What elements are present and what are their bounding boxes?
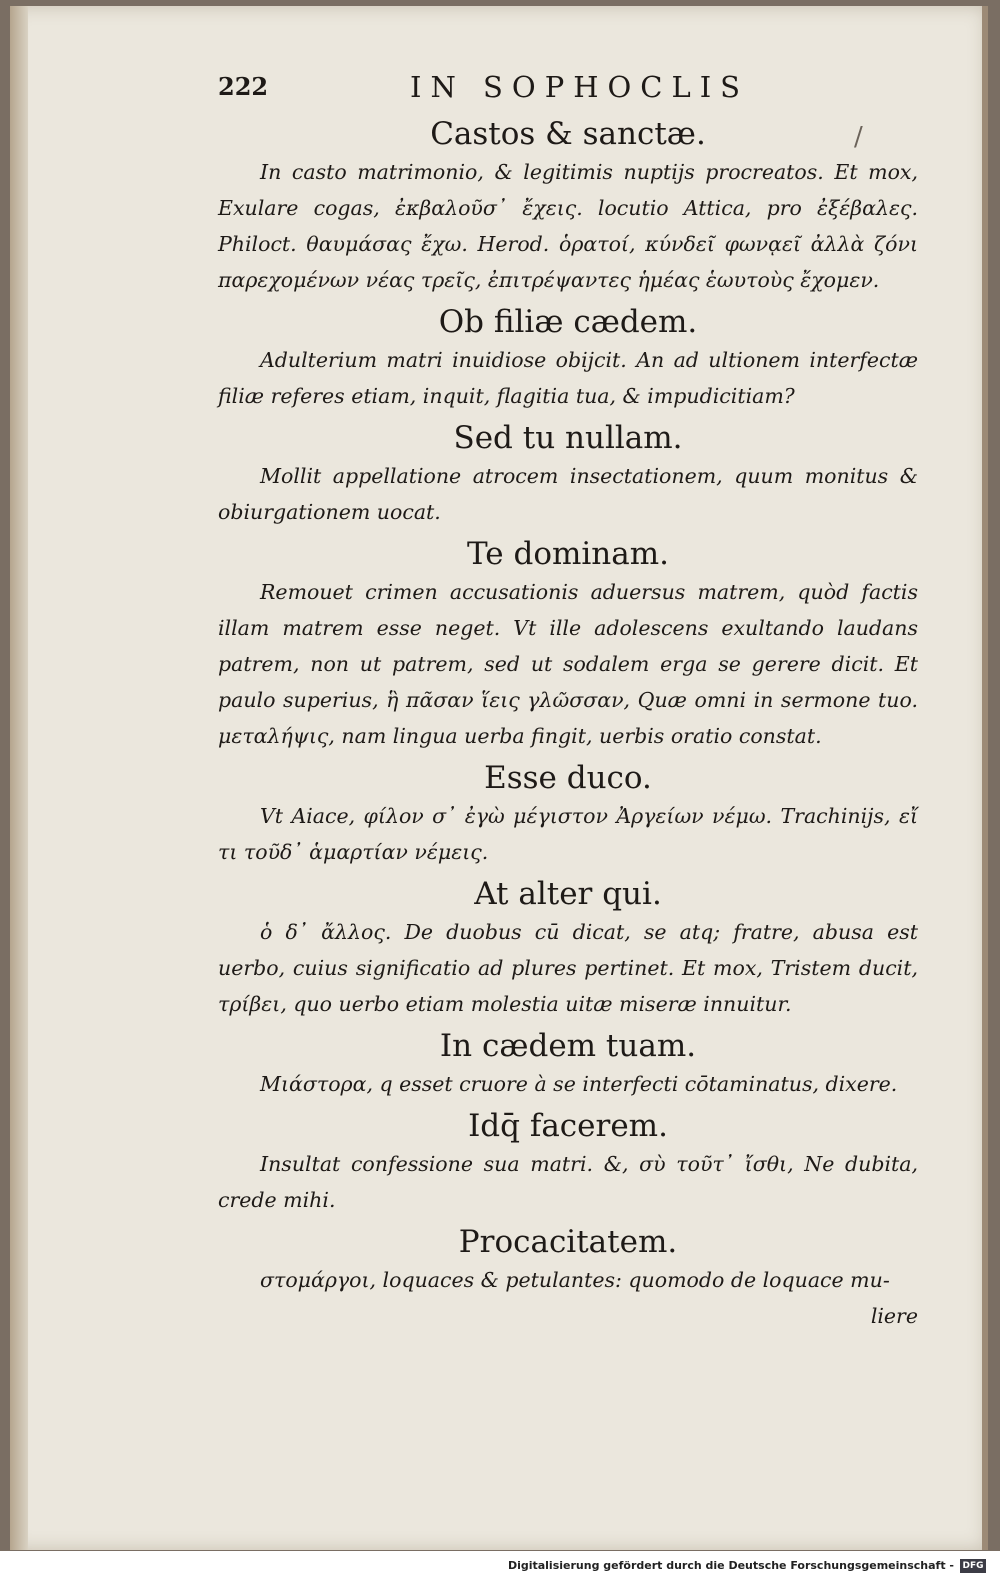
- lemma-heading: Sed tu nullam.: [453, 420, 683, 456]
- lemma-heading: In cædem tuam.: [439, 1028, 697, 1064]
- lemma-heading: Procacitatem.: [458, 1224, 678, 1260]
- commentary-paragraph: Vt Aiace, φίλον σ᾽ ἐγὼ μέγιστον Ἀργείων νέμω. Trachinijs, εἴ τι τοῦδ᾽ ἁμαρτίαν νέμεις.: [218, 804, 918, 864]
- lemma-heading: Idq̄ facerem.: [468, 1108, 668, 1144]
- commentary-paragraph: στομάργοι, loquaces & petulantes: quomodo de loquace mu-: [260, 1268, 890, 1292]
- page-number: 222: [218, 72, 269, 101]
- page-edge: [982, 6, 988, 1550]
- commentary-paragraph: In casto matrimonio, & legitimis nuptijs procreatos. Et mox, Exulare cogas, ἐκβαλοῦσ᾽ ἔχεις. locutio Attica, pro ἐξέβαλες. Philoct. θαυμάσας ἔχω. Herod. ὁρατοί, κύνδεῖ φωνᾳεῖ ἀλλὰ ζόνι παρεχομένων νέας τρεῖς, ἐπιτρέψαντες ἡμέας ἑωυτοὺς ἔχομεν.: [218, 160, 918, 292]
- commentary-paragraph: Μιάστορα, q esset cruore à se interfecti cōtaminatus, dixere.: [260, 1072, 898, 1096]
- commentary-paragraph: Mollit appellatione atrocem insectationem, quum monitus & obiurgationem uocat.: [218, 464, 918, 524]
- lemma-heading: Esse duco.: [484, 760, 652, 796]
- digitization-footer: [0, 1551, 1000, 1582]
- commentary-paragraph: ὁ δ᾽ ἄλλος. De duobus cū dicat, se atq; fratre, abusa est uerbo, cuius significatio ad plures pertinet. Et mox, Tristem ducit, τρίβει, quo uerbo etiam molestia uitæ miseræ innuitur.: [218, 920, 918, 1016]
- dfg-logo: DFG: [960, 1559, 986, 1573]
- margin-mark: /: [854, 122, 863, 152]
- commentary-paragraph: Insultat confessione sua matri. &, σὺ τοῦτ᾽ ἴσθι, Ne dubita, crede mihi.: [218, 1152, 918, 1212]
- commentary-paragraph: Remouet crimen accusationis aduersus matrem, quòd factis illam matrem esse neget. Vt ille adolescens exultando laudans patrem, non ut patrem, sed ut sodalem erga se gerere dicit. Et paulo superius, ἣ πᾶσαν ἵεις γλῶσσαν, Quæ omni in sermone tuo. μεταλήψις, nam lingua uerba fingit, uerbis oratio constat.: [218, 580, 918, 748]
- catchword: liere: [870, 1304, 918, 1328]
- page-binding: [10, 6, 28, 1550]
- lemma-heading: At alter qui.: [474, 876, 662, 912]
- lemma-heading: Ob filiæ cædem.: [438, 304, 698, 340]
- running-title: IN SOPHOCLIS: [410, 70, 750, 104]
- funding-credit: Digitalisierung gefördert durch die Deutsche Forschungsgemeinschaft -: [507, 1559, 954, 1572]
- page-content: [218, 70, 918, 1334]
- lemma-heading: Castos & sanctæ.: [430, 116, 706, 152]
- lemma-heading: Te dominam.: [467, 536, 669, 572]
- commentary-paragraph: Adulterium matri inuidiose obijcit. An ad ultionem interfectæ filiæ referes etiam, inquit, flagitia tua, & impudicitiam?: [218, 348, 918, 408]
